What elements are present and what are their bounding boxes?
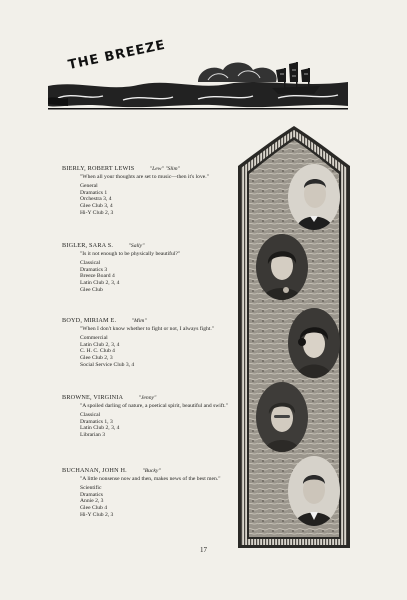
activity-item: Classical xyxy=(80,412,101,419)
activity-item: Social Service Club 3, 4 xyxy=(80,361,135,368)
student-activities xyxy=(80,183,242,216)
activity-item: Glee Club 4 xyxy=(80,504,108,511)
activity-item: Glee Club 3, 4 xyxy=(80,202,113,209)
activity-item: Dramatics xyxy=(80,491,103,498)
activity-item: Classical xyxy=(80,260,101,267)
header-banner xyxy=(48,37,348,114)
portrait-photo xyxy=(256,234,308,300)
student-name: BIGLER, SARA S. xyxy=(62,242,114,249)
student-entry xyxy=(62,243,242,293)
activity-item: Glee Club 2, 3 xyxy=(80,354,113,361)
student-activities xyxy=(80,260,242,293)
student-entry xyxy=(62,166,242,216)
student-header xyxy=(62,468,242,475)
student-nickname: "Bucky" xyxy=(142,468,161,474)
student-quote: "A spoiled darling of nature, a poetical spirit, beautiful and swift." xyxy=(80,402,228,409)
student-entry xyxy=(62,468,242,518)
banner-title: THE BREEZE xyxy=(66,37,167,73)
student-quote: "When all your thoughts are set to music—then it's love." xyxy=(80,173,209,180)
student-entry xyxy=(62,318,242,368)
activity-item: Orchestra 3, 4 xyxy=(80,196,112,203)
portrait-photo xyxy=(288,164,340,230)
student-name: BUCHANAN, JOHN H. xyxy=(62,467,127,474)
portrait-photo xyxy=(288,308,340,378)
activity-item: Latin Club 2, 3, 4 xyxy=(80,425,120,432)
activity-item: Hi-Y Club 2, 3 xyxy=(80,511,114,518)
student-nickname: "Mim" xyxy=(131,318,147,324)
student-name: BOYD, MIRIAM E. xyxy=(62,317,117,324)
activity-item: Breeze Board 4 xyxy=(80,273,115,280)
activity-item: Dramatics 1 xyxy=(80,189,108,196)
activity-item: Latin Club 2, 3, 4 xyxy=(80,279,120,286)
student-quote: "Is it not enough to be physically beautiful?" xyxy=(80,250,181,257)
student-quote: "A little nonsense now and then, makes news of the best men." xyxy=(80,475,221,482)
student-nickname: "Sally" xyxy=(128,243,145,249)
student-quote: "When I don't know whether to fight or not, I always fight." xyxy=(80,325,215,332)
student-activities xyxy=(80,485,242,518)
student-header xyxy=(62,243,242,250)
activity-item: Glee Club xyxy=(80,286,103,293)
activity-item: Hi-Y Club 2, 3 xyxy=(80,209,114,216)
activity-item: Dramatics 3 xyxy=(80,266,108,273)
activity-item: Dramatics 1, 3 xyxy=(80,418,113,425)
student-header xyxy=(62,395,242,402)
portrait-photo xyxy=(256,382,308,452)
student-header xyxy=(62,166,242,173)
page-number: 17 xyxy=(200,546,207,554)
portrait-photo xyxy=(288,456,340,526)
student-nickname: "Jenny" xyxy=(138,395,157,401)
activity-item: C. H. C. Club 4 xyxy=(80,348,115,355)
student-activities xyxy=(80,412,242,438)
student-name: BROWNE, VIRGINIA xyxy=(62,394,124,401)
activity-item: General xyxy=(80,183,98,190)
activity-item: Commercial xyxy=(80,335,108,342)
activity-item: Scientific xyxy=(80,485,102,492)
student-header xyxy=(62,318,242,325)
activity-item: Annie 2, 3 xyxy=(80,498,104,505)
activity-item: Librarian 3 xyxy=(80,431,106,438)
activity-item: Latin Club 2, 3, 4 xyxy=(80,341,120,348)
student-entry xyxy=(62,395,242,439)
student-name: BIERLY, ROBERT LEWIS xyxy=(62,165,135,172)
student-activities xyxy=(80,335,242,368)
portrait-column xyxy=(238,126,350,548)
student-nickname: "Lew" "Slim" xyxy=(149,166,180,172)
